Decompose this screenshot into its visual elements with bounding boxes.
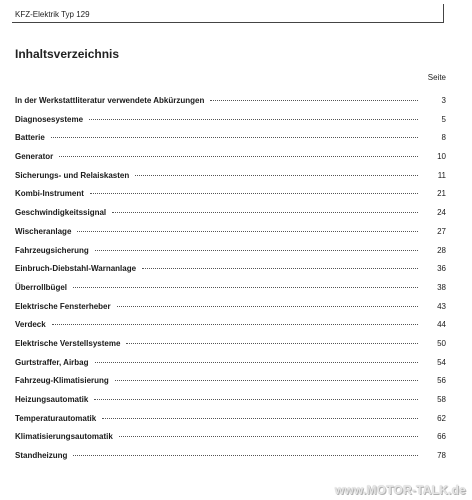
toc-entry-label: Kombi-Instrument bbox=[15, 189, 84, 199]
toc-entry-page: 56 bbox=[437, 376, 446, 386]
toc-entry bbox=[15, 451, 446, 470]
toc-entry-page: 27 bbox=[437, 226, 446, 236]
toc-entry-label: Überrollbügel bbox=[15, 282, 68, 292]
toc-dot-leader bbox=[126, 342, 418, 344]
toc-entry bbox=[15, 283, 446, 302]
toc-entry-label: Standheizung bbox=[15, 451, 68, 461]
toc-entry bbox=[15, 432, 446, 451]
toc-dot-leader bbox=[95, 249, 418, 251]
toc-dot-leader bbox=[112, 211, 418, 213]
toc-entry-label: Sicherungs- und Relaiskasten bbox=[15, 170, 130, 180]
toc-entry-label: Geschwindigkeitssignal bbox=[15, 208, 107, 218]
header-rule bbox=[12, 22, 443, 23]
toc-entry-page: 10 bbox=[437, 152, 446, 162]
toc-dot-leader bbox=[210, 99, 418, 101]
toc-entry-label: Verdeck bbox=[15, 320, 46, 330]
toc-dot-leader bbox=[135, 174, 418, 176]
toc-entry-page: 58 bbox=[437, 395, 446, 404]
toc-dot-leader bbox=[94, 398, 418, 400]
toc-entry-label: Elektrische Verstellsysteme bbox=[15, 338, 121, 348]
toc-entry bbox=[15, 414, 446, 433]
toc-entry bbox=[15, 171, 446, 190]
toc-entry-label: Fahrzeugsicherung bbox=[15, 245, 89, 255]
toc-entry bbox=[15, 189, 446, 208]
toc-entry-label: Diagnosesysteme bbox=[15, 114, 84, 124]
toc-entry bbox=[15, 302, 446, 321]
toc-entry-label: Generator bbox=[15, 152, 54, 162]
toc-entry bbox=[15, 133, 446, 152]
toc-entry-page: 36 bbox=[437, 264, 446, 274]
toc-entry bbox=[15, 227, 446, 246]
toc-entry bbox=[15, 208, 446, 227]
toc-entry-page: 5 bbox=[441, 114, 446, 124]
toc-entry-page: 38 bbox=[437, 282, 446, 292]
toc-entry-page: 78 bbox=[437, 451, 446, 461]
toc-entry-page: 8 bbox=[441, 133, 446, 143]
toc-entry bbox=[15, 395, 446, 414]
toc-entry-page: 50 bbox=[437, 338, 446, 348]
toc-entry-page: 66 bbox=[437, 432, 446, 442]
toc-entry-label: Einbruch-Diebstahl-Warnanlage bbox=[15, 264, 137, 274]
toc-entry-page: 54 bbox=[437, 357, 446, 367]
toc-entry-page: 11 bbox=[437, 170, 446, 180]
page-column-label: Seite bbox=[427, 73, 446, 82]
toc-entry-label: Gurtstraffer, Airbag bbox=[15, 357, 89, 367]
toc-entry-label: Fahrzeug-Klimatisierung bbox=[15, 376, 109, 386]
toc-entry-label: Batterie bbox=[15, 133, 45, 143]
toc-entry-label: Heizungsautomatik bbox=[15, 395, 89, 404]
toc-entry-label: Temperaturautomatik bbox=[15, 413, 97, 423]
toc-entry-page: 62 bbox=[437, 413, 446, 423]
toc-dot-leader bbox=[115, 379, 418, 381]
page-title: Inhaltsverzeichnis bbox=[15, 47, 120, 61]
toc-dot-leader bbox=[73, 286, 418, 288]
toc-entry-page: 24 bbox=[437, 208, 446, 218]
site-watermark: www.MOTOR-TALK.de bbox=[334, 483, 466, 497]
toc-entry-page: 3 bbox=[441, 96, 446, 105]
toc-entry-page: 21 bbox=[437, 189, 446, 199]
table-of-contents bbox=[15, 96, 446, 470]
toc-dot-leader bbox=[89, 118, 418, 120]
toc-entry-page: 44 bbox=[437, 320, 446, 330]
toc-entry bbox=[15, 376, 446, 395]
toc-dot-leader bbox=[117, 305, 418, 307]
toc-entry-label: In der Werkstattliteratur verwendete Abkürzungen bbox=[15, 96, 205, 105]
toc-entry-label: Elektrische Fensterheber bbox=[15, 301, 111, 311]
toc-dot-leader bbox=[90, 192, 418, 194]
toc-dot-leader bbox=[77, 230, 418, 232]
toc-entry-page: 28 bbox=[437, 245, 446, 255]
toc-entry bbox=[15, 152, 446, 171]
toc-dot-leader bbox=[59, 155, 418, 157]
toc-entry-label: Klimatisierungsautomatik bbox=[15, 432, 113, 442]
toc-dot-leader bbox=[73, 454, 418, 456]
toc-entry bbox=[15, 339, 446, 358]
toc-entry bbox=[15, 264, 446, 283]
running-header: KFZ-Elektrik Typ 129 bbox=[15, 10, 90, 19]
toc-entry bbox=[15, 320, 446, 339]
toc-dot-leader bbox=[142, 267, 418, 269]
toc-dot-leader bbox=[51, 136, 418, 138]
toc-entry-label: Wischeranlage bbox=[15, 226, 72, 236]
toc-entry bbox=[15, 358, 446, 377]
toc-entry bbox=[15, 115, 446, 134]
toc-dot-leader bbox=[102, 417, 418, 419]
toc-entry bbox=[15, 246, 446, 265]
header-corner-mark bbox=[443, 4, 444, 23]
toc-dot-leader bbox=[52, 323, 418, 325]
toc-dot-leader bbox=[95, 361, 419, 363]
toc-entry-page: 43 bbox=[437, 301, 446, 311]
toc-entry bbox=[15, 96, 446, 115]
toc-dot-leader bbox=[119, 435, 418, 437]
